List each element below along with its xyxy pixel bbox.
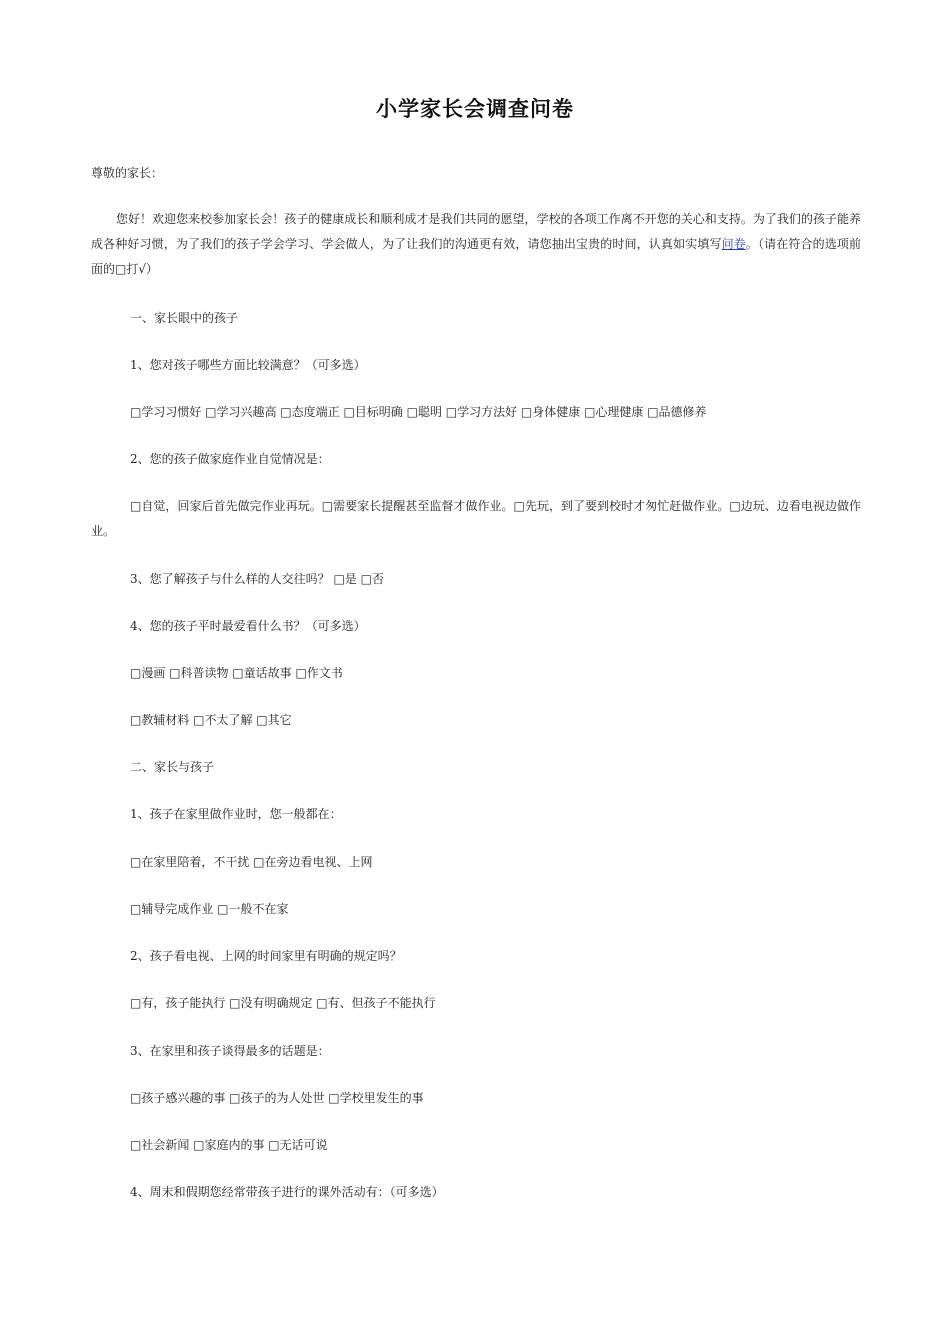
salutation: 尊敬的家长： [91,166,164,180]
intro-text: 您好！欢迎您来校参加家长会！孩子的健康成长和顺利成才是我们共同的愿望，学校的各项工作离不开您的关心和支持。为了我们的孩子能养成各种好习惯，为了我们的孩子学会学习、学会做人，为了让我们的沟通更有效，请您抽出宝贵的时间，认真如实填写 [91,212,861,251]
s2-question-1: 1、孩子在家里做作业时，您一般都在： [130,807,342,821]
s1-question-1-options[interactable]: □学习习惯好 □学习兴趣高 □态度端正 □目标明确 □聪明 □学习方法好 □身体健康 □心理健康 □品德修养 [130,405,707,419]
s1-question-2: 2、您的孩子做家庭作业自觉情况是： [130,452,330,466]
s1-question-1: 1、您对孩子哪些方面比较满意？（可多选） [130,358,366,372]
section2-heading: 二、家长与孩子 [130,760,215,774]
s1-question-4-options-row1[interactable]: □漫画 □科普读物 □童话故事 □作文书 [130,666,343,680]
s2-question-3: 3、在家里和孩子谈得最多的话题是： [130,1044,330,1058]
s2-question-1-options-row1[interactable]: □在家里陪着，不干扰 □在旁边看电视、上网 [130,855,373,869]
s2-question-2: 2、孩子看电视、上网的时间家里有明确的规定吗？ [130,949,402,963]
page-title: 小学家长会调查问卷 [376,97,574,121]
s1-question-3[interactable]: 3、您了解孩子与什么样的人交往吗？ □是 □否 [130,572,384,586]
s1-question-4-options-row2[interactable]: □教辅材料 □不太了解 □其它 [130,713,292,727]
questionnaire-link[interactable]: 问卷 [721,237,746,251]
intro-paragraph [91,207,861,282]
s1-question-4: 4、您的孩子平时最爱看什么书？（可多选） [130,619,366,633]
s2-question-3-options-row2[interactable]: □社会新闻 □家庭内的事 □无话可说 [130,1138,328,1152]
s2-question-3-options-row1[interactable]: □孩子感兴趣的事 □孩子的为人处世 □学校里发生的事 [130,1091,424,1105]
intro-instruction: 。（请在符合的选项前面的□打√） [91,237,861,276]
s1-question-2-options[interactable]: □自觉，回家后首先做完作业再玩。□需要家长提醒甚至监督才做作业。□先玩，到了要到校时才匆忙赶做作业。□边玩、边看电视边做作业。 [91,499,861,538]
s2-question-4: 4、周末和假期您经常带孩子进行的课外活动有：（可多选） [130,1185,444,1199]
s2-question-1-options-row2[interactable]: □辅导完成作业 □一般不在家 [130,902,289,916]
section1-heading: 一、家长眼中的孩子 [130,311,239,325]
s2-question-2-options[interactable]: □有，孩子能执行 □没有明确规定 □有、但孩子不能执行 [130,996,436,1010]
